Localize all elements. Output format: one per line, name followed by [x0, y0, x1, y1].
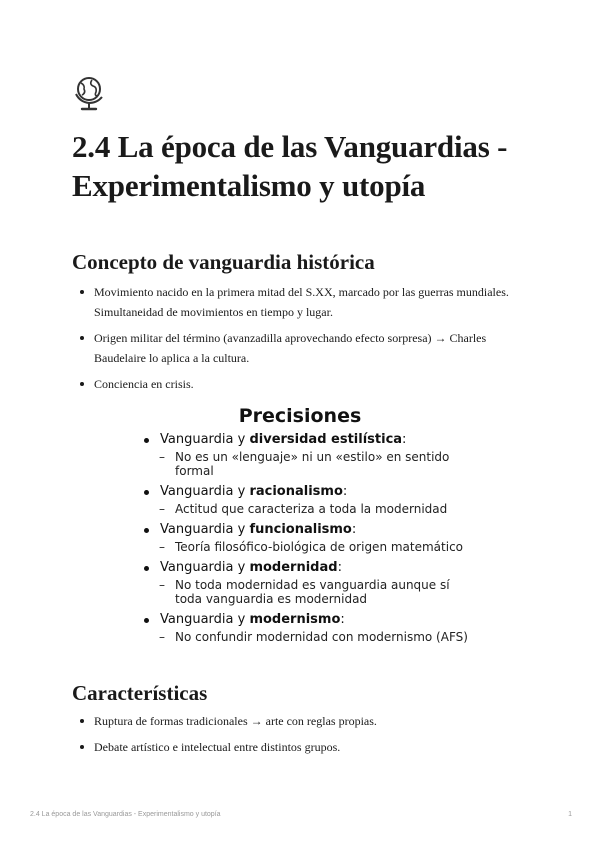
slide-item-prefix: Vanguardia y — [160, 612, 250, 627]
slide-item — [130, 484, 470, 500]
slide-item — [130, 560, 470, 576]
slide-subitem: – No es un «lenguaje» ni un «estilo» en sentido formal — [130, 450, 470, 478]
list-item: Conciencia en crisis. — [78, 374, 533, 394]
slide-item-prefix: Vanguardia y — [160, 560, 250, 575]
footer-title: 2.4 La época de las Vanguardias - Experimentalismo y utopía — [30, 811, 221, 818]
slide-item-term: modernidad — [249, 560, 338, 575]
slide-item-term: racionalismo — [249, 484, 343, 499]
page-number: 1 — [568, 811, 572, 818]
list-item: Origen militar del término (avanzadilla aprovechando efecto sorpresa) → Charles Baudelaire lo aplica a la cultura. — [78, 328, 533, 368]
slide-item-suffix: : — [340, 612, 345, 627]
page-title: 2.4 La época de las Vanguardias - Experimentalismo y utopía — [72, 129, 508, 203]
slide-item — [130, 522, 470, 538]
section-heading-concepto: Concepto de vanguardia histórica — [72, 250, 375, 274]
list-item: Debate artístico e intelectual entre distintos grupos. — [78, 737, 533, 757]
page-footer — [30, 811, 572, 818]
slide-item-suffix: : — [337, 560, 342, 575]
slide-item-suffix: : — [342, 484, 348, 499]
slide-item-term: modernismo — [249, 612, 341, 627]
slide-item — [130, 612, 470, 628]
list-item: Movimiento nacido en la primera mitad del S.XX, marcado por las guerras mundiales. Simultaneidad de movimientos en tiempo y lugar. — [78, 282, 533, 322]
slide-item-prefix: Vanguardia y — [160, 432, 250, 447]
slide-subitem: – Teoría filosófico-biológica de origen matemático — [130, 540, 470, 554]
slide-item-term: diversidad estilística — [249, 432, 403, 447]
slide-item-term: funcionalismo — [249, 522, 352, 537]
slide-item-prefix: Vanguardia y — [160, 522, 250, 537]
precisiones-slide — [130, 402, 470, 664]
slide-subitem: – Actitud que caracteriza a toda la modernidad — [130, 502, 470, 516]
section-heading-caracteristicas: Características — [72, 681, 208, 705]
slide-item-prefix: Vanguardia y — [160, 484, 250, 499]
slide-item — [130, 432, 470, 448]
slide-item-suffix: : — [402, 432, 407, 447]
globe-icon — [72, 74, 108, 112]
list-item: Ruptura de formas tradicionales → arte con reglas propias. — [78, 711, 533, 731]
slide-subitem: – No toda modernidad es vanguardia aunque sí toda vanguardia es modernidad — [130, 578, 470, 606]
caracteristicas-list — [78, 711, 533, 763]
slide-item-suffix: : — [351, 522, 357, 537]
slide-subitem: – No confundir modernidad con modernismo (AFS) — [130, 630, 470, 644]
slide-title: Precisiones — [238, 405, 362, 427]
concepto-list — [78, 282, 533, 400]
